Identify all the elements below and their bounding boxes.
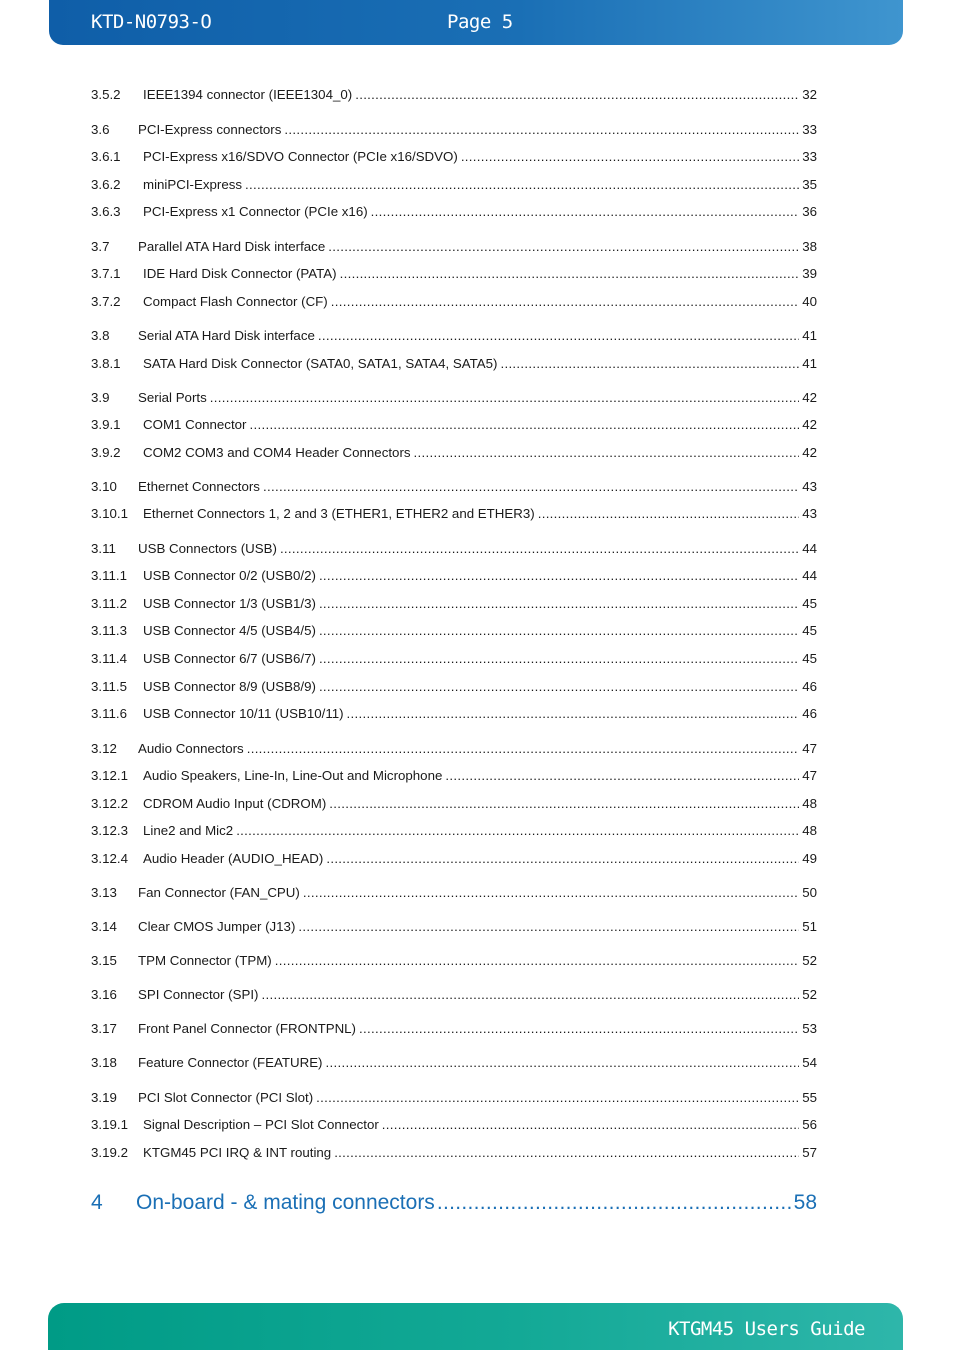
chapter-number: 4 [91, 1191, 103, 1214]
toc-entry-page: 43 [802, 479, 817, 494]
toc-entry[interactable] [91, 356, 817, 371]
toc-entry-number: 3.11.3 [91, 623, 127, 638]
page-number: Page 5 [447, 11, 513, 33]
toc-entry-number: 3.12.3 [91, 823, 128, 838]
toc-leader-dots [261, 987, 799, 1002]
toc-entry-title: COM1 Connector [143, 417, 247, 432]
toc-entry[interactable] [91, 1055, 817, 1070]
toc-entry-page: 42 [802, 445, 817, 460]
toc-entry[interactable] [91, 122, 817, 137]
toc-entry-title: Audio Speakers, Line-In, Line-Out and Microphone [143, 768, 443, 783]
toc-entry[interactable] [91, 1117, 817, 1132]
toc-entry[interactable] [91, 596, 817, 611]
toc-entry[interactable] [91, 149, 817, 164]
toc-leader-dots [461, 149, 799, 164]
toc-entry-number: 3.10 [91, 479, 117, 494]
toc-entry-page: 46 [802, 679, 817, 694]
toc-entry[interactable] [91, 919, 817, 934]
toc-entry-title: Ethernet Connectors [138, 479, 260, 494]
toc-entry-title: USB Connector 10/11 (USB10/11) [143, 706, 344, 721]
toc-entry-number: 3.6.3 [91, 204, 121, 219]
toc-entry-page: 57 [802, 1145, 817, 1160]
toc-leader-dots [538, 506, 800, 521]
toc-entry[interactable] [91, 204, 817, 219]
toc-entry[interactable] [91, 445, 817, 460]
toc-leader-dots [319, 623, 799, 638]
toc-entry[interactable] [91, 1145, 817, 1160]
toc-entry-page: 42 [802, 417, 817, 432]
toc-entry-title: Serial ATA Hard Disk interface [138, 328, 315, 343]
toc-entry-title: USB Connector 0/2 (USB0/2) [143, 568, 316, 583]
toc-leader-dots [326, 1055, 800, 1070]
toc-leader-dots [500, 356, 799, 371]
toc-entry-title: Line2 and Mic2 [143, 823, 234, 838]
toc-entry-title: Front Panel Connector (FRONTPNL) [138, 1021, 356, 1036]
toc-entry-number: 3.9.1 [91, 417, 121, 432]
toc-entry-number: 3.19.1 [91, 1117, 128, 1132]
toc-entry[interactable] [91, 328, 817, 343]
chapter-page-number: 58 [793, 1191, 817, 1214]
toc-entry-title: PCI-Express x1 Connector (PCIe x16) [143, 204, 368, 219]
toc-leader-dots [316, 1090, 799, 1105]
toc-entry[interactable] [91, 390, 817, 405]
toc-leader-dots [245, 177, 799, 192]
toc-entry-page: 44 [802, 568, 817, 583]
toc-leader-dots [280, 541, 799, 556]
toc-entry-page: 47 [802, 768, 817, 783]
toc-entry-page: 41 [802, 356, 817, 371]
toc-entry-page: 53 [802, 1021, 817, 1036]
chapter-title: On-board - & mating connectors [136, 1191, 435, 1214]
toc-entry-number: 3.7.2 [91, 294, 121, 309]
toc-entry-title: USB Connectors (USB) [138, 541, 277, 556]
toc-entry-title: PCI Slot Connector (PCI Slot) [138, 1090, 314, 1105]
toc-entry[interactable] [91, 1090, 817, 1105]
toc-entry-page: 33 [802, 149, 817, 164]
toc-leader-dots [318, 328, 799, 343]
toc-leader-dots [329, 796, 799, 811]
toc-entry[interactable] [91, 623, 817, 638]
toc-entry-page: 55 [802, 1090, 817, 1105]
toc-entry-title: USB Connector 6/7 (USB6/7) [143, 651, 316, 666]
toc-entry-page: 39 [802, 266, 817, 281]
toc-leader-dots [355, 87, 799, 102]
toc-entry[interactable] [91, 679, 817, 694]
toc-entry-page: 56 [802, 1117, 817, 1132]
toc-entry-page: 36 [802, 204, 817, 219]
toc-entry-title: CDROM Audio Input (CDROM) [143, 796, 327, 811]
toc-entry[interactable] [91, 851, 817, 866]
toc-chapter-entry[interactable] [91, 1191, 817, 1215]
toc-entry[interactable] [91, 294, 817, 309]
toc-entry-title: SATA Hard Disk Connector (SATA0, SATA1, SATA4, SATA5) [143, 356, 498, 371]
document-id: KTD-N0793-O [91, 11, 212, 33]
toc-entry-title: Audio Connectors [138, 741, 244, 756]
toc-entry[interactable] [91, 87, 817, 102]
toc-entry-number: 3.11.6 [91, 706, 127, 721]
toc-leader-dots [382, 1117, 799, 1132]
toc-entry-title: Ethernet Connectors 1, 2 and 3 (ETHER1, ETHER2 and ETHER3) [143, 506, 535, 521]
toc-entry-page: 33 [802, 122, 817, 137]
toc-leader-dots [249, 417, 799, 432]
chapter-leader-dots [437, 1191, 792, 1215]
toc-entry-title: Parallel ATA Hard Disk interface [138, 239, 326, 254]
toc-entry-page: 54 [802, 1055, 817, 1070]
toc-entry-number: 3.7.1 [91, 266, 121, 281]
toc-entry[interactable] [91, 541, 817, 556]
toc-leader-dots [326, 851, 799, 866]
toc-leader-dots [303, 885, 799, 900]
toc-entry-title: USB Connector 8/9 (USB8/9) [143, 679, 316, 694]
toc-entry[interactable] [91, 741, 817, 756]
toc-leader-dots [210, 390, 799, 405]
toc-leader-dots [334, 1145, 799, 1160]
toc-leader-dots [359, 1021, 799, 1036]
toc-leader-dots [371, 204, 800, 219]
toc-entry-title: miniPCI-Express [143, 177, 243, 192]
toc-entry-page: 45 [802, 651, 817, 666]
toc-entry-page: 45 [802, 623, 817, 638]
toc-entry-number: 3.12 [91, 741, 117, 756]
toc-entry-number: 3.15 [91, 953, 117, 968]
toc-entry[interactable] [91, 239, 817, 254]
toc-leader-dots [247, 741, 800, 756]
toc-entry-page: 45 [802, 596, 817, 611]
toc-leader-dots [236, 823, 799, 838]
toc-entry-page: 50 [802, 885, 817, 900]
toc-leader-dots [445, 768, 799, 783]
toc-entry[interactable] [91, 177, 817, 192]
toc-entry-number: 3.19.2 [91, 1145, 128, 1160]
toc-leader-dots [263, 479, 799, 494]
toc-entry-page: 51 [802, 919, 817, 934]
toc-entry-number: 3.8.1 [91, 356, 121, 371]
toc-entry[interactable] [91, 479, 817, 494]
toc-entry-title: TPM Connector (TPM) [138, 953, 272, 968]
toc-entry-title: Compact Flash Connector (CF) [143, 294, 328, 309]
toc-entry-number: 3.19 [91, 1090, 117, 1105]
toc-entry-number: 3.11.1 [91, 568, 127, 583]
toc-entry-number: 3.18 [91, 1055, 117, 1070]
toc-entry-title: PCI-Express connectors [138, 122, 282, 137]
toc-entry-title: Signal Description – PCI Slot Connector [143, 1117, 379, 1132]
toc-leader-dots [414, 445, 800, 460]
toc-entry-page: 52 [802, 953, 817, 968]
toc-entry-number: 3.11 [91, 541, 116, 556]
toc-entry-number: 3.13 [91, 885, 117, 900]
toc-entry[interactable] [91, 768, 817, 783]
toc-entry-number: 3.6.2 [91, 177, 121, 192]
toc-entry-page: 48 [802, 796, 817, 811]
toc-entry-page: 52 [802, 987, 817, 1002]
toc-entry-page: 41 [802, 328, 817, 343]
toc-entry[interactable] [91, 953, 817, 968]
toc-entry-number: 3.10.1 [91, 506, 128, 521]
toc-entry-title: SPI Connector (SPI) [138, 987, 259, 1002]
toc-entry-number: 3.16 [91, 987, 117, 1002]
toc-entry[interactable] [91, 987, 817, 1002]
toc-entry-page: 48 [802, 823, 817, 838]
toc-leader-dots [328, 239, 799, 254]
page-footer [48, 1303, 903, 1350]
toc-entry-number: 3.12.1 [91, 768, 128, 783]
toc-entry[interactable] [91, 796, 817, 811]
toc-leader-dots [331, 294, 799, 309]
toc-entry-number: 3.9 [91, 390, 110, 405]
toc-entry[interactable] [91, 568, 817, 583]
toc-entry-title: Audio Header (AUDIO_HEAD) [143, 851, 324, 866]
toc-entry[interactable] [91, 651, 817, 666]
toc-entry-title: IDE Hard Disk Connector (PATA) [143, 266, 337, 281]
toc-leader-dots [275, 953, 799, 968]
toc-entry-title: Feature Connector (FEATURE) [138, 1055, 323, 1070]
toc-entry[interactable] [91, 266, 817, 281]
toc-entry[interactable] [91, 823, 817, 838]
toc-entry[interactable] [91, 417, 817, 432]
toc-leader-dots [347, 706, 800, 721]
toc-entry-number: 3.5.2 [91, 87, 121, 102]
toc-entry-page: 40 [802, 294, 817, 309]
toc-entry-number: 3.12.2 [91, 796, 128, 811]
toc-entry-title: PCI-Express x16/SDVO Connector (PCIe x16/SDVO) [143, 149, 458, 164]
toc-entry-number: 3.6.1 [91, 149, 121, 164]
toc-entry-number: 3.6 [91, 122, 110, 137]
toc-leader-dots [319, 651, 799, 666]
toc-entry-page: 32 [802, 87, 817, 102]
toc-entry-page: 44 [802, 541, 817, 556]
toc-leader-dots [319, 568, 799, 583]
toc-entry-page: 46 [802, 706, 817, 721]
toc-entry-page: 49 [802, 851, 817, 866]
toc-entry-page: 43 [802, 506, 817, 521]
toc-entry-title: Fan Connector (FAN_CPU) [138, 885, 300, 900]
toc-entry-title: Clear CMOS Jumper (J13) [138, 919, 296, 934]
toc-leader-dots [319, 679, 799, 694]
toc-leader-dots [298, 919, 799, 934]
toc-entry-title: COM2 COM3 and COM4 Header Connectors [143, 445, 411, 460]
toc-entry[interactable] [91, 506, 817, 521]
toc-leader-dots [319, 596, 799, 611]
toc-entry-number: 3.7 [91, 239, 110, 254]
toc-entry-title: USB Connector 1/3 (USB1/3) [143, 596, 316, 611]
toc-entry-number: 3.11.5 [91, 679, 127, 694]
toc-entry-number: 3.17 [91, 1021, 117, 1036]
toc-entry-number: 3.14 [91, 919, 117, 934]
guide-title: KTGM45 Users Guide [668, 1318, 865, 1340]
toc-entry-number: 3.11.4 [91, 651, 127, 666]
toc-entry-page: 35 [802, 177, 817, 192]
toc-entry-title: USB Connector 4/5 (USB4/5) [143, 623, 316, 638]
toc-entry-title: Serial Ports [138, 390, 207, 405]
toc-entry-number: 3.12.4 [91, 851, 128, 866]
toc-entry-number: 3.11.2 [91, 596, 127, 611]
toc-leader-dots [340, 266, 800, 281]
toc-leader-dots [284, 122, 799, 137]
toc-entry-title: KTGM45 PCI IRQ & INT routing [143, 1145, 332, 1160]
toc-entry-page: 42 [802, 390, 817, 405]
toc-entry[interactable] [91, 1021, 817, 1036]
toc-entry[interactable] [91, 706, 817, 721]
toc-entry-page: 47 [802, 741, 817, 756]
toc-entry[interactable] [91, 885, 817, 900]
toc-entry-page: 38 [802, 239, 817, 254]
page-header [49, 0, 903, 45]
toc-entry-number: 3.9.2 [91, 445, 121, 460]
toc-entry-number: 3.8 [91, 328, 110, 343]
toc-entry-title: IEEE1394 connector (IEEE1304_0) [143, 87, 353, 102]
